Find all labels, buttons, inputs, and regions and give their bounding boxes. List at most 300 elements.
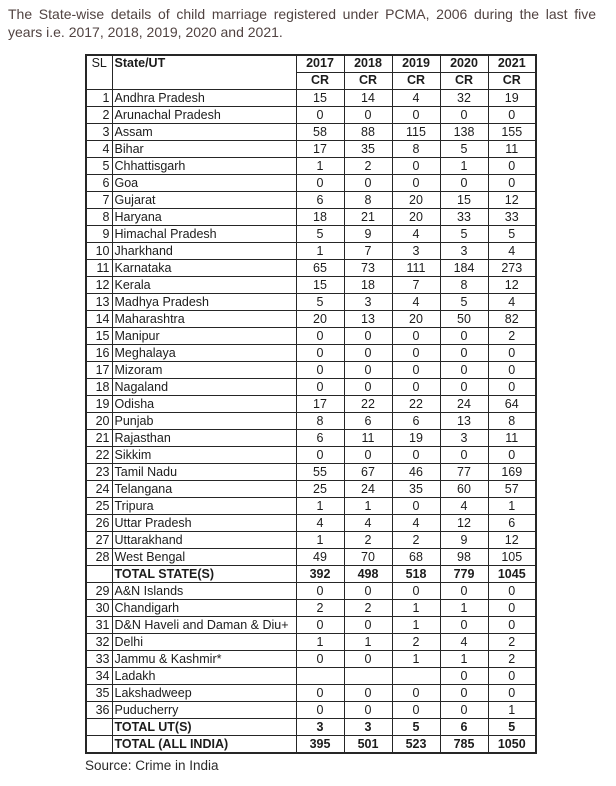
sl-cell: 22 — [86, 447, 112, 464]
value-cell: 0 — [392, 345, 440, 362]
sl-cell: 21 — [86, 430, 112, 447]
value-cell: 0 — [488, 345, 536, 362]
value-cell: 4 — [488, 294, 536, 311]
table-row — [86, 515, 536, 532]
table-row — [86, 141, 536, 158]
value-cell: 0 — [392, 379, 440, 396]
value-cell: 13 — [440, 413, 488, 430]
table-row — [86, 124, 536, 141]
value-cell: 1 — [344, 634, 392, 651]
value-cell: 1 — [296, 243, 344, 260]
table-row — [86, 107, 536, 124]
table-row — [86, 464, 536, 481]
table-row — [86, 702, 536, 719]
header-cr: CR — [392, 73, 440, 90]
value-cell: 0 — [488, 107, 536, 124]
value-cell: 8 — [392, 141, 440, 158]
value-cell: 33 — [488, 209, 536, 226]
state-cell: Sikkim — [112, 447, 296, 464]
value-cell: 4 — [440, 498, 488, 515]
value-cell: 0 — [488, 617, 536, 634]
value-cell: 1 — [440, 600, 488, 617]
value-cell: 1050 — [488, 736, 536, 754]
sl-cell — [86, 736, 112, 754]
value-cell: 0 — [296, 447, 344, 464]
value-cell: 0 — [296, 583, 344, 600]
value-cell: 1045 — [488, 566, 536, 583]
value-cell: 169 — [488, 464, 536, 481]
value-cell: 12 — [488, 277, 536, 294]
value-cell: 0 — [344, 345, 392, 362]
value-cell: 1 — [488, 498, 536, 515]
state-cell: Madhya Pradesh — [112, 294, 296, 311]
table-row — [86, 158, 536, 175]
sl-cell: 18 — [86, 379, 112, 396]
value-cell: 111 — [392, 260, 440, 277]
value-cell: 0 — [296, 685, 344, 702]
value-cell: 22 — [344, 396, 392, 413]
state-cell: Chandigarh — [112, 600, 296, 617]
state-cell: Rajasthan — [112, 430, 296, 447]
table-row — [86, 345, 536, 362]
child-marriage-table — [85, 54, 537, 754]
value-cell: 0 — [344, 583, 392, 600]
value-cell: 0 — [488, 668, 536, 685]
value-cell: 0 — [488, 447, 536, 464]
value-cell: 0 — [392, 158, 440, 175]
value-cell: 18 — [296, 209, 344, 226]
value-cell: 3 — [344, 294, 392, 311]
value-cell: 11 — [344, 430, 392, 447]
sl-cell: 3 — [86, 124, 112, 141]
sl-cell: 9 — [86, 226, 112, 243]
value-cell: 1 — [392, 600, 440, 617]
table-row — [86, 430, 536, 447]
value-cell: 5 — [488, 226, 536, 243]
value-cell: 2 — [344, 158, 392, 175]
value-cell: 0 — [296, 175, 344, 192]
value-cell: 518 — [392, 566, 440, 583]
value-cell: 779 — [440, 566, 488, 583]
value-cell: 3 — [440, 243, 488, 260]
value-cell: 73 — [344, 260, 392, 277]
sl-cell: 12 — [86, 277, 112, 294]
state-cell: Tripura — [112, 498, 296, 515]
value-cell: 1 — [440, 651, 488, 668]
value-cell: 15 — [296, 277, 344, 294]
value-cell: 88 — [344, 124, 392, 141]
value-cell: 8 — [440, 277, 488, 294]
value-cell: 6 — [296, 192, 344, 209]
header-cr: CR — [488, 73, 536, 90]
value-cell: 8 — [344, 192, 392, 209]
table-row — [86, 294, 536, 311]
value-cell: 98 — [440, 549, 488, 566]
value-cell: 0 — [440, 175, 488, 192]
value-cell: 0 — [296, 345, 344, 362]
value-cell: 5 — [488, 719, 536, 736]
header-year: 2021 — [488, 55, 536, 73]
sl-cell: 5 — [86, 158, 112, 175]
value-cell: 12 — [488, 532, 536, 549]
sl-cell: 11 — [86, 260, 112, 277]
value-cell: 7 — [344, 243, 392, 260]
value-cell: 0 — [296, 379, 344, 396]
value-cell: 0 — [488, 362, 536, 379]
source-note: Source: Crime in India — [85, 758, 219, 774]
value-cell: 1 — [296, 498, 344, 515]
header-cr: CR — [344, 73, 392, 90]
state-cell: Tamil Nadu — [112, 464, 296, 481]
value-cell: 0 — [440, 685, 488, 702]
sl-cell: 4 — [86, 141, 112, 158]
table-row — [86, 498, 536, 515]
header-cr: CR — [440, 73, 488, 90]
value-cell: 0 — [344, 651, 392, 668]
value-cell: 0 — [440, 583, 488, 600]
value-cell: 5 — [440, 226, 488, 243]
document-page — [0, 5, 616, 773]
value-cell: 57 — [488, 481, 536, 498]
value-cell: 0 — [296, 617, 344, 634]
value-cell: 1 — [392, 651, 440, 668]
table-row — [86, 600, 536, 617]
value-cell: 0 — [488, 583, 536, 600]
value-cell: 68 — [392, 549, 440, 566]
state-cell: Manipur — [112, 328, 296, 345]
value-cell: 0 — [344, 617, 392, 634]
state-cell: Jammu & Kashmir* — [112, 651, 296, 668]
value-cell: 0 — [392, 498, 440, 515]
value-cell: 11 — [488, 141, 536, 158]
total-row — [86, 566, 536, 583]
value-cell: 11 — [488, 430, 536, 447]
value-cell: 77 — [440, 464, 488, 481]
header-year: 2019 — [392, 55, 440, 73]
sl-cell: 36 — [86, 702, 112, 719]
value-cell: 0 — [440, 107, 488, 124]
value-cell: 2 — [392, 532, 440, 549]
value-cell: 0 — [392, 362, 440, 379]
value-cell: 6 — [296, 430, 344, 447]
value-cell: 4 — [392, 226, 440, 243]
value-cell: 4 — [392, 90, 440, 107]
state-cell: TOTAL STATE(S) — [112, 566, 296, 583]
table-header — [86, 55, 536, 90]
value-cell: 0 — [488, 685, 536, 702]
value-cell: 1 — [440, 158, 488, 175]
value-cell: 2 — [488, 328, 536, 345]
table-row — [86, 549, 536, 566]
value-cell: 6 — [344, 413, 392, 430]
value-cell — [392, 668, 440, 685]
value-cell: 58 — [296, 124, 344, 141]
total-row — [86, 719, 536, 736]
value-cell: 33 — [440, 209, 488, 226]
value-cell: 4 — [488, 243, 536, 260]
value-cell: 2 — [344, 532, 392, 549]
header-cr: CR — [296, 73, 344, 90]
table-row — [86, 634, 536, 651]
value-cell: 25 — [296, 481, 344, 498]
value-cell: 2 — [296, 600, 344, 617]
value-cell: 15 — [440, 192, 488, 209]
value-cell: 0 — [296, 107, 344, 124]
state-cell: Puducherry — [112, 702, 296, 719]
value-cell: 0 — [392, 107, 440, 124]
sl-cell: 26 — [86, 515, 112, 532]
sl-cell: 6 — [86, 175, 112, 192]
value-cell: 82 — [488, 311, 536, 328]
header-sl: SL — [86, 55, 112, 90]
page-title: The State-wise details of child marriage registered under PCMA, 2006 during the last five years i.e. 2017, 2018, 2019, 2020 and 2021. — [8, 6, 596, 41]
sl-cell: 16 — [86, 345, 112, 362]
value-cell: 0 — [344, 107, 392, 124]
sl-cell: 20 — [86, 413, 112, 430]
state-cell: Jharkhand — [112, 243, 296, 260]
state-cell: TOTAL UT(S) — [112, 719, 296, 736]
value-cell: 0 — [392, 583, 440, 600]
value-cell: 155 — [488, 124, 536, 141]
state-cell: Punjab — [112, 413, 296, 430]
value-cell: 6 — [392, 413, 440, 430]
table-row — [86, 226, 536, 243]
state-cell: Mizoram — [112, 362, 296, 379]
value-cell: 0 — [488, 175, 536, 192]
sl-cell: 24 — [86, 481, 112, 498]
sl-cell: 15 — [86, 328, 112, 345]
value-cell: 0 — [392, 685, 440, 702]
value-cell: 24 — [344, 481, 392, 498]
value-cell: 0 — [440, 668, 488, 685]
table-body — [86, 90, 536, 754]
value-cell: 4 — [344, 515, 392, 532]
value-cell: 60 — [440, 481, 488, 498]
state-cell: Odisha — [112, 396, 296, 413]
value-cell: 49 — [296, 549, 344, 566]
value-cell: 0 — [440, 617, 488, 634]
sl-cell: 25 — [86, 498, 112, 515]
value-cell: 0 — [440, 447, 488, 464]
value-cell: 0 — [440, 345, 488, 362]
state-cell: Himachal Pradesh — [112, 226, 296, 243]
value-cell: 20 — [296, 311, 344, 328]
value-cell: 1 — [392, 617, 440, 634]
sl-cell: 19 — [86, 396, 112, 413]
state-cell: Haryana — [112, 209, 296, 226]
value-cell: 67 — [344, 464, 392, 481]
value-cell: 0 — [344, 175, 392, 192]
value-cell: 70 — [344, 549, 392, 566]
value-cell: 0 — [392, 175, 440, 192]
sl-cell: 14 — [86, 311, 112, 328]
value-cell: 0 — [296, 362, 344, 379]
table-row — [86, 90, 536, 107]
value-cell: 64 — [488, 396, 536, 413]
value-cell: 46 — [392, 464, 440, 481]
table-row — [86, 668, 536, 685]
value-cell: 1 — [488, 702, 536, 719]
header-row-years — [86, 55, 536, 73]
state-cell: D&N Haveli and Daman & Diu+ — [112, 617, 296, 634]
value-cell: 65 — [296, 260, 344, 277]
header-year: 2020 — [440, 55, 488, 73]
table-row — [86, 583, 536, 600]
sl-cell: 31 — [86, 617, 112, 634]
sl-cell: 7 — [86, 192, 112, 209]
state-cell: Goa — [112, 175, 296, 192]
value-cell: 184 — [440, 260, 488, 277]
value-cell: 5 — [440, 294, 488, 311]
table-row — [86, 379, 536, 396]
table-row — [86, 260, 536, 277]
value-cell: 0 — [440, 328, 488, 345]
value-cell: 1 — [344, 498, 392, 515]
value-cell: 55 — [296, 464, 344, 481]
value-cell: 2 — [392, 634, 440, 651]
table-row — [86, 396, 536, 413]
value-cell: 4 — [392, 294, 440, 311]
state-cell: Ladakh — [112, 668, 296, 685]
value-cell: 22 — [392, 396, 440, 413]
table-row — [86, 209, 536, 226]
value-cell: 17 — [296, 396, 344, 413]
value-cell: 8 — [488, 413, 536, 430]
value-cell: 24 — [440, 396, 488, 413]
header-state: State/UT — [112, 55, 296, 90]
total-row — [86, 736, 536, 754]
value-cell: 0 — [440, 702, 488, 719]
header-year: 2018 — [344, 55, 392, 73]
value-cell: 12 — [488, 192, 536, 209]
value-cell: 0 — [296, 328, 344, 345]
value-cell: 2 — [488, 634, 536, 651]
value-cell: 9 — [440, 532, 488, 549]
sl-cell: 33 — [86, 651, 112, 668]
table-row — [86, 481, 536, 498]
value-cell: 5 — [392, 719, 440, 736]
table-row — [86, 651, 536, 668]
state-cell: TOTAL (ALL INDIA) — [112, 736, 296, 754]
value-cell: 19 — [488, 90, 536, 107]
value-cell: 17 — [296, 141, 344, 158]
value-cell: 6 — [488, 515, 536, 532]
sl-cell: 29 — [86, 583, 112, 600]
value-cell: 20 — [392, 192, 440, 209]
sl-cell: 34 — [86, 668, 112, 685]
sl-cell: 32 — [86, 634, 112, 651]
state-cell: Chhattisgarh — [112, 158, 296, 175]
value-cell — [344, 668, 392, 685]
table-row — [86, 328, 536, 345]
value-cell: 3 — [296, 719, 344, 736]
state-cell: A&N Islands — [112, 583, 296, 600]
sl-cell: 28 — [86, 549, 112, 566]
value-cell: 115 — [392, 124, 440, 141]
value-cell: 3 — [440, 430, 488, 447]
sl-cell: 1 — [86, 90, 112, 107]
state-cell: Uttar Pradesh — [112, 515, 296, 532]
value-cell: 1 — [296, 158, 344, 175]
value-cell: 12 — [440, 515, 488, 532]
table-row — [86, 192, 536, 209]
value-cell: 0 — [488, 379, 536, 396]
value-cell: 13 — [344, 311, 392, 328]
value-cell — [296, 668, 344, 685]
value-cell: 273 — [488, 260, 536, 277]
state-cell: Assam — [112, 124, 296, 141]
table-row — [86, 447, 536, 464]
value-cell: 395 — [296, 736, 344, 754]
value-cell: 0 — [296, 702, 344, 719]
value-cell: 1 — [296, 532, 344, 549]
sl-cell: 2 — [86, 107, 112, 124]
table-row — [86, 243, 536, 260]
value-cell: 392 — [296, 566, 344, 583]
value-cell: 0 — [344, 362, 392, 379]
value-cell: 7 — [392, 277, 440, 294]
value-cell: 18 — [344, 277, 392, 294]
state-cell: Telangana — [112, 481, 296, 498]
table-row — [86, 413, 536, 430]
table-row — [86, 617, 536, 634]
value-cell: 35 — [344, 141, 392, 158]
value-cell: 0 — [392, 447, 440, 464]
sl-cell: 8 — [86, 209, 112, 226]
value-cell: 0 — [344, 447, 392, 464]
state-cell: Meghalaya — [112, 345, 296, 362]
value-cell: 0 — [344, 702, 392, 719]
value-cell: 0 — [344, 685, 392, 702]
value-cell: 4 — [296, 515, 344, 532]
value-cell: 6 — [440, 719, 488, 736]
value-cell: 9 — [344, 226, 392, 243]
table-row — [86, 277, 536, 294]
value-cell: 2 — [488, 651, 536, 668]
value-cell: 8 — [296, 413, 344, 430]
value-cell: 35 — [392, 481, 440, 498]
state-cell: Gujarat — [112, 192, 296, 209]
table-row — [86, 311, 536, 328]
value-cell: 4 — [440, 634, 488, 651]
value-cell: 32 — [440, 90, 488, 107]
value-cell: 0 — [440, 362, 488, 379]
state-cell: Delhi — [112, 634, 296, 651]
state-cell: Karnataka — [112, 260, 296, 277]
table-row — [86, 532, 536, 549]
state-cell: Kerala — [112, 277, 296, 294]
sl-cell: 10 — [86, 243, 112, 260]
sl-cell: 30 — [86, 600, 112, 617]
sl-cell — [86, 719, 112, 736]
value-cell: 501 — [344, 736, 392, 754]
sl-cell — [86, 566, 112, 583]
sl-cell: 27 — [86, 532, 112, 549]
value-cell: 4 — [392, 515, 440, 532]
sl-cell: 17 — [86, 362, 112, 379]
value-cell: 20 — [392, 311, 440, 328]
value-cell: 5 — [440, 141, 488, 158]
value-cell: 0 — [344, 379, 392, 396]
value-cell: 21 — [344, 209, 392, 226]
value-cell: 498 — [344, 566, 392, 583]
state-cell: West Bengal — [112, 549, 296, 566]
value-cell: 0 — [344, 328, 392, 345]
state-cell: Maharashtra — [112, 311, 296, 328]
table-row — [86, 362, 536, 379]
value-cell: 20 — [392, 209, 440, 226]
state-cell: Uttarakhand — [112, 532, 296, 549]
